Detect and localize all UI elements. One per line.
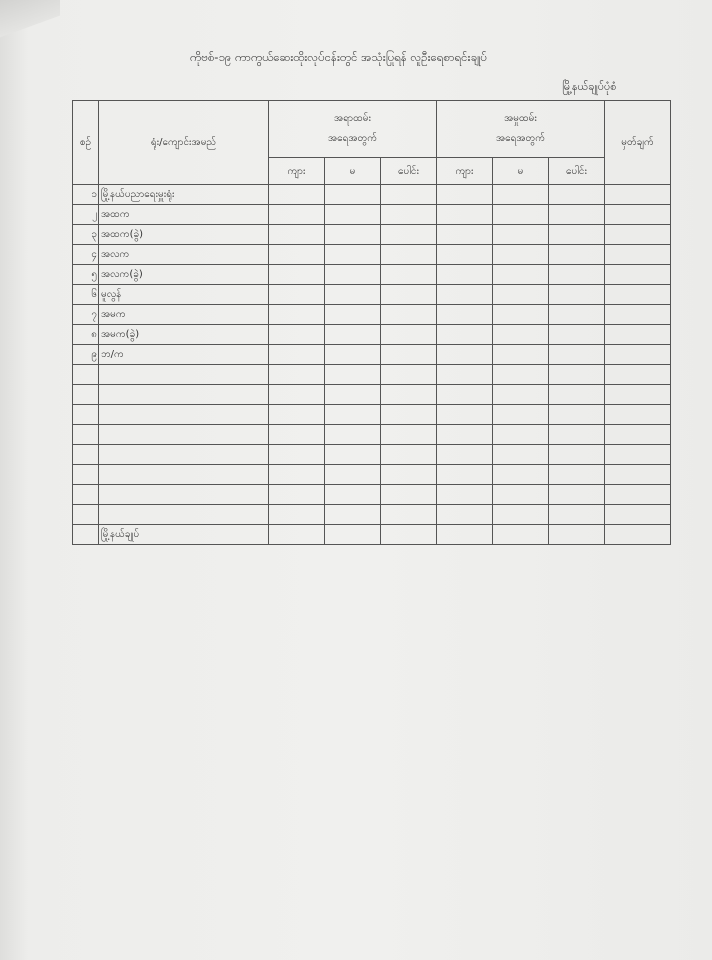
officers-male-cell — [269, 365, 325, 385]
officers-female-cell — [325, 405, 381, 425]
row-number — [73, 385, 99, 405]
officers-female-cell — [325, 425, 381, 445]
header-no: စဉ် — [73, 101, 99, 185]
staff-female-cell — [493, 445, 549, 465]
officers-female-cell — [325, 185, 381, 205]
officers-male-cell — [269, 265, 325, 285]
officers-male-cell — [269, 525, 325, 545]
staff-female-cell — [493, 525, 549, 545]
document-subtitle: မြို့နယ်ချုပ်ပုံစံ — [562, 80, 617, 93]
officers-female-cell — [325, 485, 381, 505]
officers-female-cell — [325, 465, 381, 485]
table-row — [73, 325, 671, 345]
officers-total-cell — [381, 205, 437, 225]
officers-total-cell — [381, 265, 437, 285]
header-officers-female: မ — [325, 158, 381, 185]
officers-female-cell — [325, 365, 381, 385]
table-row — [73, 465, 671, 485]
staff-total-cell — [549, 265, 605, 285]
row-number — [73, 445, 99, 465]
officers-male-cell — [269, 305, 325, 325]
officers-male-cell — [269, 205, 325, 225]
staff-total-cell — [549, 465, 605, 485]
document-title: ကိုဗစ်-၁၉ ကာကွယ်ဆေးထိုးလုပ်ငန်းတွင် အသုံးပြုရန် လူဦးရေစာရင်းချုပ် — [190, 50, 487, 64]
row-office-name — [99, 485, 269, 505]
staff-male-cell — [437, 525, 493, 545]
row-office-name — [99, 425, 269, 445]
row-office-name — [99, 465, 269, 485]
staff-total-cell — [549, 445, 605, 465]
staff-male-cell — [437, 185, 493, 205]
table-row — [73, 405, 671, 425]
header-officers-group — [269, 101, 437, 158]
table-body — [73, 185, 671, 545]
row-office-name: မူလွန် — [99, 285, 269, 305]
remarks-cell — [605, 445, 671, 465]
staff-total-cell — [549, 305, 605, 325]
staff-male-cell — [437, 385, 493, 405]
staff-female-cell — [493, 465, 549, 485]
header-officers-male: ကျား — [269, 158, 325, 185]
staff-male-cell — [437, 345, 493, 365]
remarks-cell — [605, 505, 671, 525]
staff-female-cell — [493, 205, 549, 225]
header-office-name: ရုံး/ကျောင်းအမည် — [99, 101, 269, 185]
officers-total-cell — [381, 345, 437, 365]
staff-female-cell — [493, 225, 549, 245]
table-row — [73, 365, 671, 385]
officers-male-cell — [269, 325, 325, 345]
officers-total-cell — [381, 385, 437, 405]
header-staff-group — [437, 101, 605, 158]
staff-male-cell — [437, 425, 493, 445]
row-office-name: ဘ/က — [99, 345, 269, 365]
staff-male-cell — [437, 405, 493, 425]
staff-total-cell — [549, 225, 605, 245]
officers-total-cell — [381, 425, 437, 445]
remarks-cell — [605, 405, 671, 425]
table-row — [73, 265, 671, 285]
officers-male-cell — [269, 465, 325, 485]
table-row — [73, 245, 671, 265]
officers-total-cell — [381, 525, 437, 545]
officers-female-cell — [325, 265, 381, 285]
staff-female-cell — [493, 405, 549, 425]
staff-female-cell — [493, 305, 549, 325]
remarks-cell — [605, 425, 671, 445]
population-summary-table — [72, 100, 671, 545]
staff-total-cell — [549, 425, 605, 445]
officers-male-cell — [269, 445, 325, 465]
officers-total-cell — [381, 185, 437, 205]
staff-male-cell — [437, 205, 493, 225]
remarks-cell — [605, 365, 671, 385]
table-row — [73, 425, 671, 445]
officers-female-cell — [325, 345, 381, 365]
officers-female-cell — [325, 305, 381, 325]
staff-female-cell — [493, 185, 549, 205]
staff-male-cell — [437, 265, 493, 285]
officers-male-cell — [269, 285, 325, 305]
staff-male-cell — [437, 505, 493, 525]
header-staff-count-label: အရေအတွက် — [495, 133, 546, 144]
row-number: ၉ — [73, 345, 99, 365]
staff-male-cell — [437, 325, 493, 345]
row-number — [73, 405, 99, 425]
staff-female-cell — [493, 385, 549, 405]
remarks-cell — [605, 205, 671, 225]
row-number: ၃ — [73, 225, 99, 245]
row-office-name — [99, 385, 269, 405]
staff-male-cell — [437, 485, 493, 505]
staff-total-cell — [549, 285, 605, 305]
table-row — [73, 525, 671, 545]
row-office-name: အထက — [99, 205, 269, 225]
officers-total-cell — [381, 505, 437, 525]
staff-female-cell — [493, 485, 549, 505]
header-officers-label: အရာထမ်း — [334, 113, 371, 124]
row-number: ၅ — [73, 265, 99, 285]
officers-male-cell — [269, 385, 325, 405]
officers-total-cell — [381, 405, 437, 425]
row-office-name: အလက — [99, 245, 269, 265]
officers-female-cell — [325, 245, 381, 265]
row-office-name — [99, 445, 269, 465]
staff-female-cell — [493, 285, 549, 305]
officers-total-cell — [381, 285, 437, 305]
officers-female-cell — [325, 525, 381, 545]
staff-total-cell — [549, 185, 605, 205]
officers-male-cell — [269, 245, 325, 265]
row-office-name: အထက(ခွဲ) — [99, 225, 269, 245]
staff-male-cell — [437, 365, 493, 385]
table-row — [73, 185, 671, 205]
paper-fold-shadow — [0, 0, 60, 40]
row-number — [73, 425, 99, 445]
row-number: ၂ — [73, 205, 99, 225]
table-row — [73, 285, 671, 305]
officers-total-cell — [381, 365, 437, 385]
staff-female-cell — [493, 505, 549, 525]
remarks-cell — [605, 485, 671, 505]
row-office-name: မြို့နယ်ချုပ် — [99, 525, 269, 545]
officers-female-cell — [325, 445, 381, 465]
staff-total-cell — [549, 485, 605, 505]
header-staff-label: အမှုထမ်း — [504, 113, 537, 124]
staff-female-cell — [493, 365, 549, 385]
table-row — [73, 305, 671, 325]
staff-male-cell — [437, 305, 493, 325]
row-number — [73, 365, 99, 385]
header-staff-female: မ — [493, 158, 549, 185]
officers-total-cell — [381, 225, 437, 245]
officers-total-cell — [381, 305, 437, 325]
row-office-name: အမက — [99, 305, 269, 325]
remarks-cell — [605, 305, 671, 325]
officers-total-cell — [381, 445, 437, 465]
officers-total-cell — [381, 245, 437, 265]
remarks-cell — [605, 385, 671, 405]
header-officers-total: ပေါင်း — [381, 158, 437, 185]
remarks-cell — [605, 225, 671, 245]
staff-female-cell — [493, 425, 549, 445]
header-staff-total: ပေါင်း — [549, 158, 605, 185]
staff-total-cell — [549, 385, 605, 405]
officers-female-cell — [325, 225, 381, 245]
header-officers-count-label: အရေအတွက် — [327, 133, 378, 144]
staff-female-cell — [493, 345, 549, 365]
staff-male-cell — [437, 245, 493, 265]
officers-male-cell — [269, 345, 325, 365]
row-number: ၆ — [73, 285, 99, 305]
officers-female-cell — [325, 385, 381, 405]
officers-male-cell — [269, 485, 325, 505]
officers-female-cell — [325, 285, 381, 305]
remarks-cell — [605, 185, 671, 205]
table-row — [73, 205, 671, 225]
staff-male-cell — [437, 225, 493, 245]
remarks-cell — [605, 325, 671, 345]
officers-male-cell — [269, 405, 325, 425]
staff-total-cell — [549, 205, 605, 225]
row-number: ၈ — [73, 325, 99, 345]
header-staff-male: ကျား — [437, 158, 493, 185]
staff-total-cell — [549, 345, 605, 365]
staff-male-cell — [437, 465, 493, 485]
staff-total-cell — [549, 505, 605, 525]
row-office-name — [99, 365, 269, 385]
officers-male-cell — [269, 185, 325, 205]
staff-male-cell — [437, 285, 493, 305]
table-row — [73, 485, 671, 505]
officers-male-cell — [269, 225, 325, 245]
row-office-name: မြို့နယ်ပညာရေးမှူးရုံး — [99, 185, 269, 205]
table-row — [73, 505, 671, 525]
staff-male-cell — [437, 445, 493, 465]
table-row — [73, 385, 671, 405]
row-office-name: အလက(ခွဲ) — [99, 265, 269, 285]
staff-female-cell — [493, 245, 549, 265]
officers-female-cell — [325, 325, 381, 345]
row-number — [73, 505, 99, 525]
officers-total-cell — [381, 325, 437, 345]
row-office-name — [99, 405, 269, 425]
row-number: ၁ — [73, 185, 99, 205]
remarks-cell — [605, 525, 671, 545]
remarks-cell — [605, 345, 671, 365]
row-office-name — [99, 505, 269, 525]
staff-total-cell — [549, 245, 605, 265]
row-number — [73, 525, 99, 545]
staff-total-cell — [549, 325, 605, 345]
officers-male-cell — [269, 505, 325, 525]
staff-total-cell — [549, 365, 605, 385]
officers-female-cell — [325, 505, 381, 525]
remarks-cell — [605, 265, 671, 285]
remarks-cell — [605, 245, 671, 265]
remarks-cell — [605, 285, 671, 305]
staff-female-cell — [493, 265, 549, 285]
staff-total-cell — [549, 525, 605, 545]
officers-female-cell — [325, 205, 381, 225]
remarks-cell — [605, 465, 671, 485]
staff-female-cell — [493, 325, 549, 345]
staff-total-cell — [549, 405, 605, 425]
row-number: ၇ — [73, 305, 99, 325]
row-office-name: အမက(ခွဲ) — [99, 325, 269, 345]
row-number: ၄ — [73, 245, 99, 265]
table-row — [73, 445, 671, 465]
table-row — [73, 225, 671, 245]
officers-total-cell — [381, 465, 437, 485]
row-number — [73, 485, 99, 505]
table-row — [73, 345, 671, 365]
row-number — [73, 465, 99, 485]
officers-total-cell — [381, 485, 437, 505]
header-remarks: မှတ်ချက် — [605, 101, 671, 185]
officers-male-cell — [269, 425, 325, 445]
